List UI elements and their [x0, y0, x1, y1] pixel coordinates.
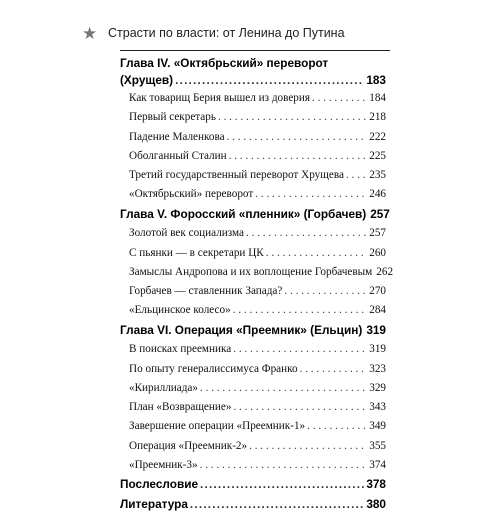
toc-page-number: 222	[369, 128, 386, 147]
toc-entry	[129, 108, 386, 127]
toc-entry	[129, 166, 386, 185]
toc-page-number: 378	[366, 475, 386, 495]
toc-dot-leader	[284, 282, 367, 301]
toc-entry	[129, 89, 386, 108]
toc-entry-title: «Ельцинское колесо»	[129, 301, 231, 320]
toc-entry	[129, 185, 386, 204]
toc-dot-leader	[218, 108, 367, 127]
toc-chapter-title: Глава IV. «Октябрьский» переворот	[120, 55, 328, 72]
toc-dot-leader	[227, 128, 368, 147]
toc-page-number: 374	[369, 456, 386, 475]
toc-chapter	[120, 475, 386, 495]
toc-entry	[129, 437, 386, 456]
header-rule	[120, 50, 390, 51]
toc-entry-title: «Октябрьский» переворот	[129, 185, 253, 204]
toc-entry-title: Золотой век социализма	[129, 224, 244, 243]
toc-dot-leader	[246, 224, 367, 243]
toc-page-number: 319	[369, 340, 386, 359]
toc-entry	[129, 456, 386, 475]
toc-chapter-line	[120, 475, 386, 495]
toc-entry	[129, 224, 386, 243]
running-header	[82, 22, 345, 44]
toc-chapter	[120, 55, 386, 89]
toc-chapter	[120, 495, 386, 514]
toc-dot-leader	[300, 360, 368, 379]
toc-chapter-title: Глава VI. Операция «Преемник» (Ельцин)	[120, 321, 362, 341]
toc-page-number: 257	[370, 205, 390, 225]
toc-entry-title: Оболганный Сталин	[129, 147, 227, 166]
toc-entry-title: «Кириллиада»	[129, 379, 198, 398]
toc-entry	[129, 147, 386, 166]
toc-dot-leader	[175, 72, 364, 89]
toc-chapter-line	[120, 321, 386, 341]
toc-entry-title: «Преемник-3»	[129, 456, 198, 475]
toc-dot-leader	[190, 495, 364, 514]
toc-chapter-line	[120, 55, 386, 72]
toc-entry	[129, 263, 386, 282]
toc-dot-leader	[346, 166, 367, 185]
toc-chapter-line	[120, 72, 386, 89]
book-title: Страсти по власти: от Ленина до Путина	[108, 26, 345, 40]
toc-entry-title: План «Возвращение»	[129, 398, 231, 417]
toc-dot-leader	[307, 417, 367, 436]
toc-page-number: 380	[366, 495, 386, 514]
toc-page-number: 270	[369, 282, 386, 301]
toc-dot-leader	[266, 244, 367, 263]
toc-page-number: 184	[369, 89, 386, 108]
toc-chapter-line	[120, 205, 386, 225]
toc-page-number: 225	[369, 147, 386, 166]
star-icon: ★	[82, 25, 102, 42]
toc-entry	[129, 379, 386, 398]
toc-entry	[129, 398, 386, 417]
toc-page-number: 343	[369, 398, 386, 417]
toc-page-number: 218	[369, 108, 386, 127]
toc-entry-title: По опыту генералиссимуса Франко	[129, 360, 298, 379]
toc-page-number: 355	[369, 437, 386, 456]
toc-entry	[129, 417, 386, 436]
toc-entry-title: Третий государственный переворот Хрущева	[129, 166, 344, 185]
toc-entry-title: Падение Маленкова	[129, 128, 225, 147]
toc-entry-title: Замыслы Андропова и их воплощение Горбачевым	[129, 263, 372, 282]
toc-entry-title: Первый секретарь	[129, 108, 216, 127]
toc-chapter-title: (Хрущев)	[120, 72, 173, 89]
toc-page-number: 183	[366, 72, 386, 89]
toc-page-number: 262	[376, 263, 393, 282]
toc-page-number: 323	[369, 360, 386, 379]
toc-entry	[129, 244, 386, 263]
toc-page-number: 349	[369, 417, 386, 436]
toc-dot-leader	[200, 379, 367, 398]
toc-page-number: 246	[369, 185, 386, 204]
toc-entry-title: Горбачев — ставленник Запада?	[129, 282, 282, 301]
toc-page-number: 260	[369, 244, 386, 263]
toc-dot-leader	[233, 301, 368, 320]
toc-dot-leader	[255, 185, 367, 204]
toc-dot-leader	[229, 147, 368, 166]
toc-dot-leader	[233, 340, 367, 359]
toc-chapter	[120, 205, 386, 225]
toc-dot-leader	[200, 475, 364, 495]
toc-entry	[129, 128, 386, 147]
toc-chapter-title: Послесловие	[120, 475, 198, 495]
toc-dot-leader	[233, 398, 367, 417]
toc-chapter	[120, 321, 386, 341]
toc-entry-title: В поисках преемника	[129, 340, 231, 359]
toc-entry	[129, 340, 386, 359]
toc-page-number: 284	[369, 301, 386, 320]
toc-page-number: 329	[369, 379, 386, 398]
toc-entry-title: Как товарищ Берия вышел из доверия	[129, 89, 310, 108]
toc-entry	[129, 282, 386, 301]
toc-chapter-line	[120, 495, 386, 514]
toc-entry-title: Завершение операции «Преемник-1»	[129, 417, 305, 436]
toc-page-number: 235	[369, 166, 386, 185]
table-of-contents	[120, 55, 386, 514]
toc-page-number: 257	[369, 224, 386, 243]
toc-entry	[129, 301, 386, 320]
toc-page-number: 319	[366, 321, 386, 341]
toc-chapter-title: Литература	[120, 495, 188, 514]
toc-dot-leader	[312, 89, 367, 108]
toc-entry-title: С пьянки — в секретари ЦК	[129, 244, 264, 263]
toc-entry	[129, 360, 386, 379]
toc-dot-leader	[249, 437, 367, 456]
toc-dot-leader	[200, 456, 368, 475]
toc-entry-title: Операция «Преемник-2»	[129, 437, 247, 456]
toc-chapter-title: Глава V. Форосский «пленник» (Горбачев)	[120, 205, 366, 225]
